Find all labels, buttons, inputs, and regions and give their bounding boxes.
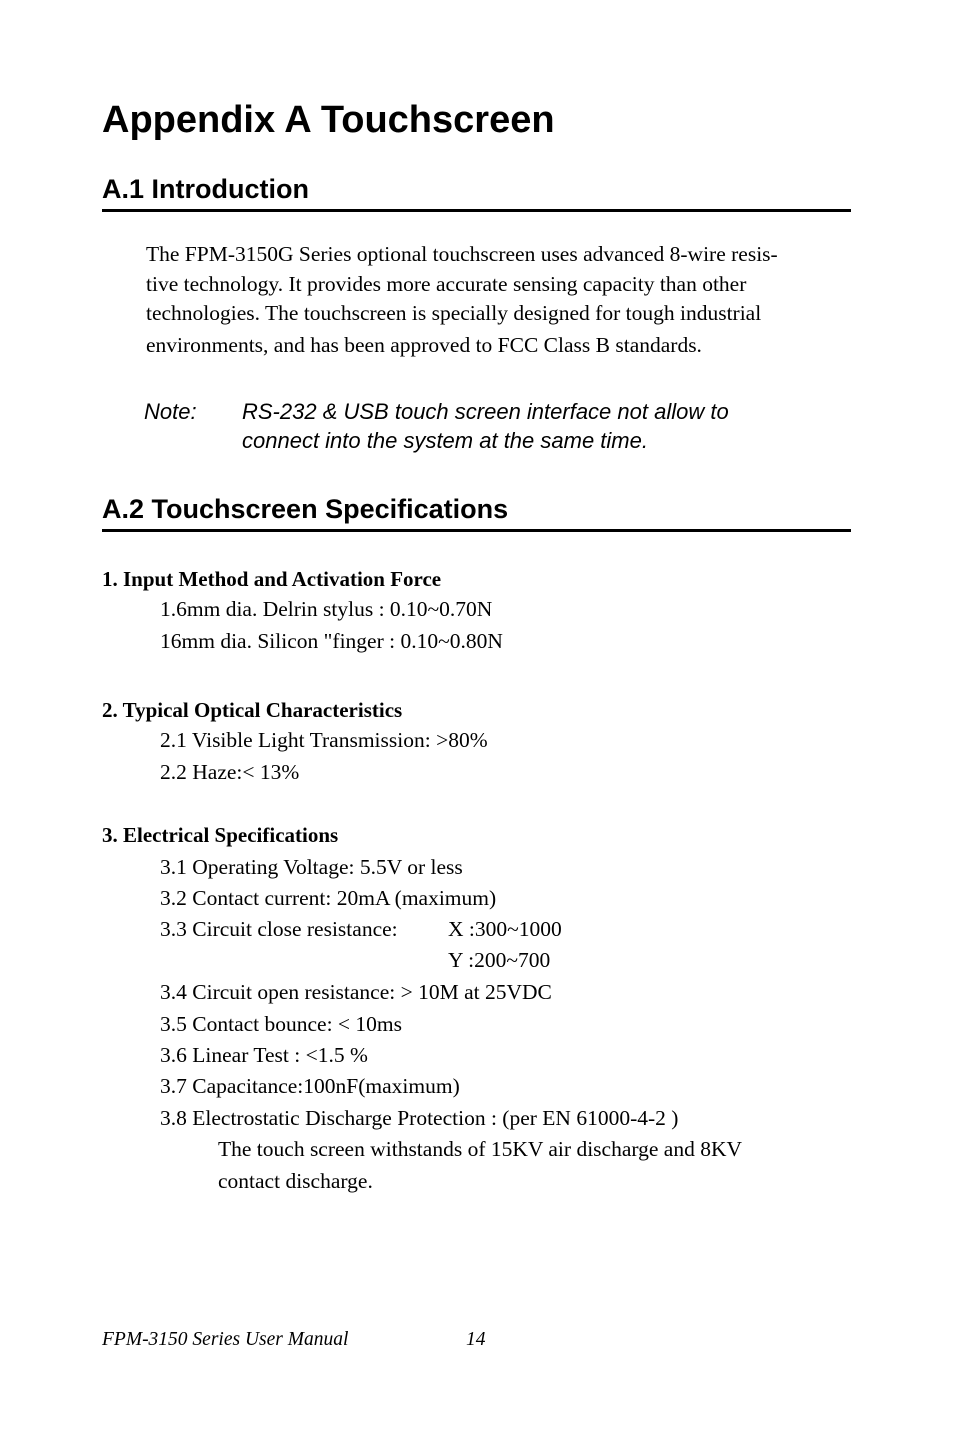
spec-item: 3.2 Contact current: 20mA (maximum)	[160, 886, 497, 910]
spec-item: 2.1 Visible Light Transmission: >80%	[160, 728, 488, 752]
spec-detail-line: contact discharge.	[218, 1169, 373, 1193]
section-title-introduction: A.1 Introduction	[102, 174, 309, 204]
footer-manual-title: FPM-3150 Series User Manual	[102, 1329, 349, 1350]
section-divider	[102, 529, 851, 532]
page-title: Appendix A Touchscreen	[102, 99, 555, 141]
note-line: RS-232 & USB touch screen interface not allow to	[242, 399, 729, 424]
note-line: connect into the system at the same time.	[242, 428, 648, 453]
paragraph-line: The FPM-3150G Series optional touchscreen uses advanced 8-wire resis-	[146, 242, 778, 266]
spec-item: 3.1 Operating Voltage: 5.5V or less	[160, 855, 463, 879]
spec-heading-input-method: 1. Input Method and Activation Force	[102, 567, 442, 591]
spec-item: 1.6mm dia. Delrin stylus : 0.10~0.70N	[160, 597, 493, 621]
spec-item: 3.8 Electrostatic Discharge Protection : (per EN 61000-4-2 )	[160, 1106, 679, 1130]
spec-item: 3.7 Capacitance:100nF(maximum)	[160, 1074, 460, 1098]
note-label: Note:	[144, 399, 197, 424]
spec-item: 2.2 Haze:< 13%	[160, 760, 300, 784]
footer-page-number: 14	[466, 1329, 486, 1350]
spec-heading-optical: 2. Typical Optical Characteristics	[102, 698, 403, 722]
paragraph-line: tive technology. It provides more accurate sensing capacity than other	[146, 271, 747, 296]
section-divider	[102, 209, 851, 212]
intro-paragraph	[146, 240, 856, 360]
note-text	[242, 397, 729, 455]
section-title-specifications: A.2 Touchscreen Specifications	[102, 494, 509, 524]
spec-heading-electrical: 3. Electrical Specifications	[102, 823, 339, 847]
spec-item: 3.4 Circuit open resistance: > 10M at 25VDC	[160, 980, 552, 1004]
spec-item: 3.6 Linear Test : <1.5 %	[160, 1043, 368, 1067]
spec-value-y: Y :200~700	[448, 948, 551, 972]
spec-value-x: X :300~1000	[448, 917, 562, 941]
paragraph-line: technologies. The touchscreen is specially designed for tough industrial	[146, 301, 762, 325]
paragraph-line: environments, and has been approved to FCC Class B standards.	[146, 332, 702, 357]
spec-item: 16mm dia. Silicon "finger : 0.10~0.80N	[160, 629, 503, 653]
spec-item: 3.3 Circuit close resistance:	[160, 917, 398, 941]
spec-detail-line: The touch screen withstands of 15KV air discharge and 8KV	[218, 1137, 743, 1161]
spec-item: 3.5 Contact bounce: < 10ms	[160, 1012, 403, 1036]
